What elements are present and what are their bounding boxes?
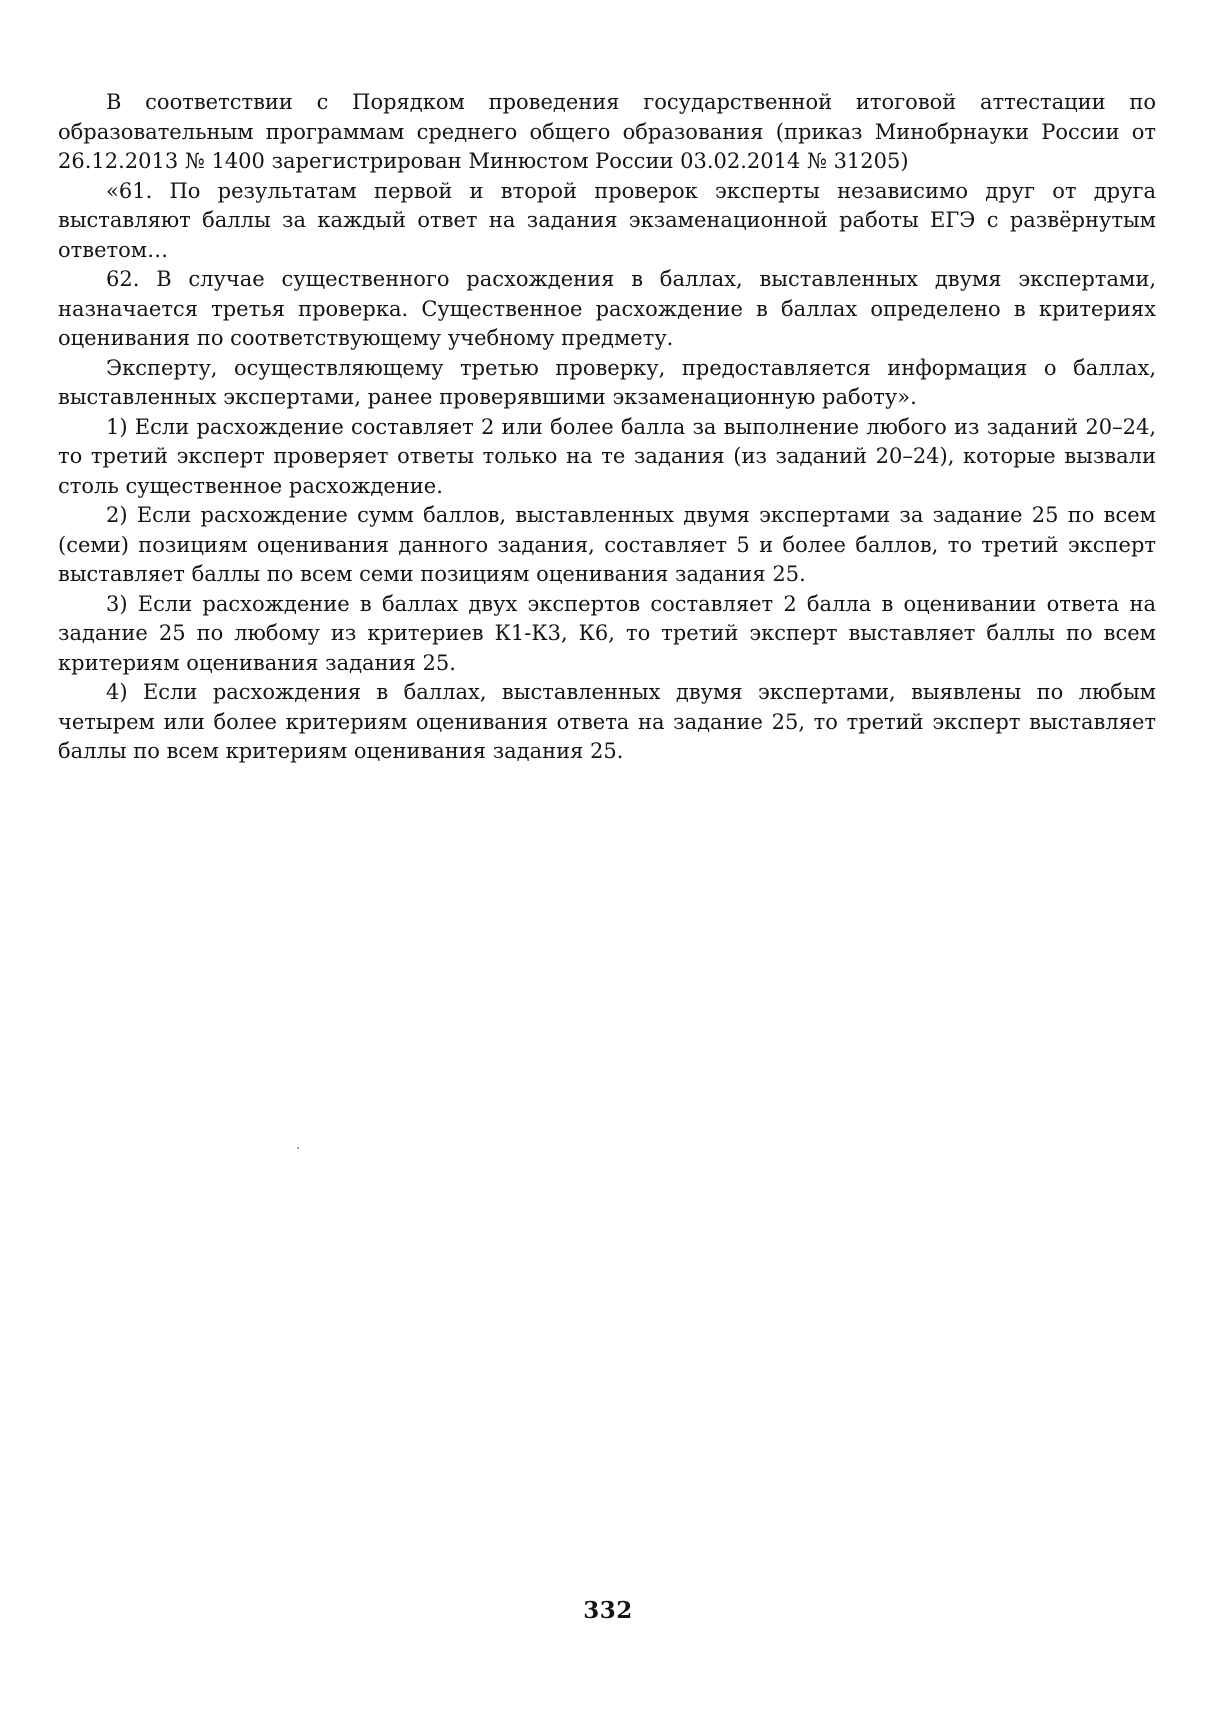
scan-speck: [297, 1147, 299, 1149]
paragraph-rule-3: 3) Если расхождение в баллах двух экспертов составляет 2 балла в оценивании ответа на задание 25 по любому из критериев К1-К3, К6, то третий эксперт выставляет баллы по всем критериям оценивания задания 25.: [58, 591, 1156, 675]
paragraph-rule-2: 2) Если расхождение сумм баллов, выставленных двумя экспертами за задание 25 по всем (семи) позициям оценивания данного задания, составляет 5 и более баллов, то третий эксперт выставляет баллы по всем семи позициям оценивания задания 25.: [58, 503, 1156, 586]
paragraph-62: 62. В случае существенного расхождения в баллах, выставленных двумя экспертами, назначается третья проверка. Существенное расхождение в баллах определено в критериях оценивания по соответствующему учебному предмету.: [58, 267, 1156, 350]
paragraph-rule-1: 1) Если расхождение составляет 2 или более балла за выполнение любого из заданий 20–24, то третий эксперт проверяет ответы только на те задания (из заданий 20–24), которые вызвали столь существенное расхождение.: [58, 414, 1156, 498]
paragraph-61: «61. По результатам первой и второй проверок эксперты независимо друг от друга выставляют баллы за каждый ответ на задания экзаменационной работы ЕГЭ с развёрнутым ответом…: [58, 178, 1156, 262]
page-number: 332: [583, 1597, 633, 1624]
paragraph-third-check-info: Эксперту, осуществляющему третью проверку, предоставляется информация о баллах, выставленных экспертами, ранее проверявшими экзаменационную работу».: [58, 355, 1156, 409]
paragraph-rule-4: 4) Если расхождения в баллах, выставленных двумя экспертами, выявлены по любым четырем или более критериям оценивания ответа на задание 25, то третий эксперт выставляет баллы по всем критериям оценивания задания 25.: [58, 680, 1156, 763]
paragraph-intro: В соответствии с Порядком проведения государственной итоговой аттестации по образовательным программам среднего общего образования (приказ Минобрнауки России от 26.12.2013 № 1400 зарегистрирован Минюстом России 03.02.2014 № 31205): [58, 90, 1156, 173]
document-body: [58, 88, 1156, 767]
